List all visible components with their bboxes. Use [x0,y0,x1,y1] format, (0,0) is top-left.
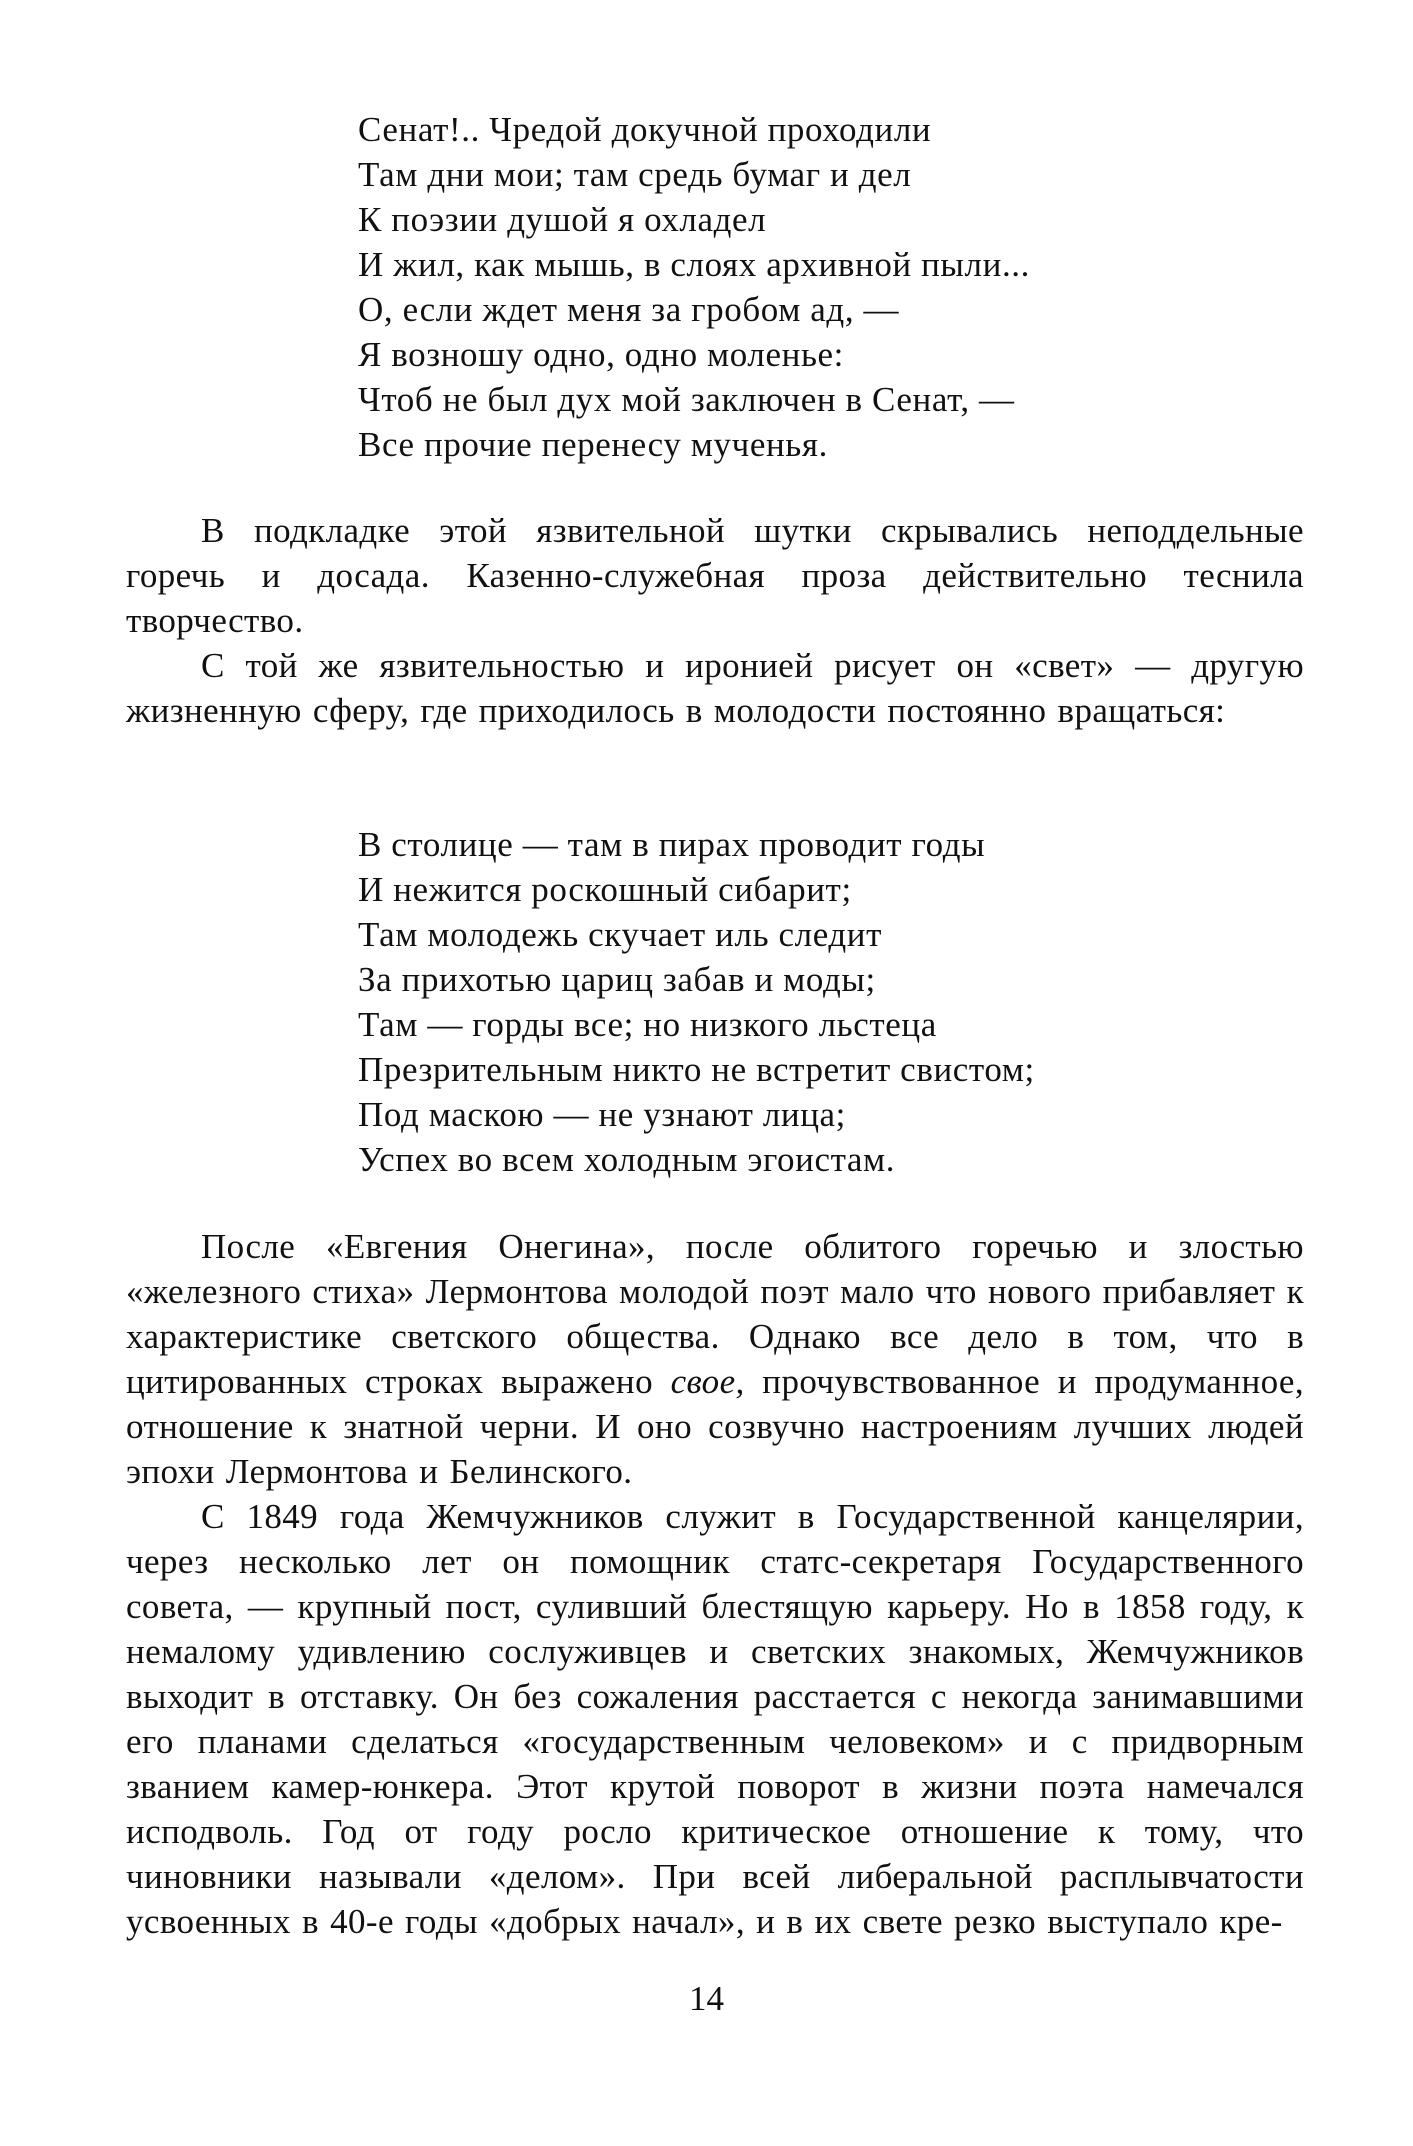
paragraph-text: После «Евгения Онегина», после облитого горечью и злостью «железного стиха» Лермонтова молодой поэт мало что нового прибавляет к характеристике светского общества. Однако все дело в том, что в цитированных строках выражено [126,1227,1304,1401]
emphasized-word: свое, [670,1362,745,1401]
verse-line: Там дни мои; там средь бумаг и дел [358,155,912,194]
verse-line: Чтоб не был дух мой заключен в Сенат, — [358,380,1015,419]
verse-line: Сенат!.. Чредой докучной проходили [358,110,932,149]
verse-line: Под маскою — не узнают лица; [358,1095,847,1134]
verse-line: За прихотью цариц забав и моды; [358,960,876,999]
paragraph: С той же язвительностью и иронией рисует он «свет» — другую жизненную сферу, где приходилось в молодости постоянно вращаться: [126,646,1304,730]
verse-line: К поэзии душой я охладел [358,200,767,239]
verse-line: И жил, как мышь, в слоях архивной пыли... [358,245,1030,284]
verse-line: В столице — там в пирах проводит годы [358,825,986,864]
verse-line: Все прочие перенесу мученья. [358,425,828,464]
poem-excerpt-senate [358,107,1030,467]
verse-line: Успех во всем холодным эгоистам. [358,1140,896,1179]
verse-line: Презрительным никто не встретит свистом; [358,1050,1035,1089]
verse-line: И нежится роскошный сибарит; [358,870,852,909]
poem-excerpt-capital [358,822,1035,1182]
paragraph-text: прочувствованное и продуманное, отношение к знатной черни. И оно созвучно настроениям лучших людей эпохи Лермонтова и Белинского. [126,1362,1304,1491]
verse-line: Там — горды все; но низкого льстеца [358,1005,937,1044]
verse-line: О, если ждет меня за гробом ад, — [358,290,900,329]
paragraph [126,1224,1304,1494]
verse-line: Там молодежь скучает иль следит [358,915,882,954]
verse-line: Я возношу одно, одно моленье: [358,335,844,374]
paragraph: С 1849 года Жемчужников служит в Государственной канцелярии, через несколько лет он помощник статс-секретаря Государственного совета, — крупный пост, суливший блестящую карьеру. Но в 1858 году, к немалому удивлению сослуживцев и светских знакомых, Жемчужников выходит в отставку. Он без сожаления расстается с некогда занимавшими его планами сделаться «государственным человеком» и с придворным званием камер-юнкера. Этот крутой поворот в жизни поэта намечался исподволь. Год от году росло критическое отношение к тому, что чиновники называли «делом». При всей либеральной расплывчатости усвоенных в 40-е годы «добрых начал», и в их свете резко выступало кре- [126,1497,1304,1941]
paragraph: В подкладке этой язвительной шутки скрывались неподдельные горечь и досада. Казенно-служебная проза действительно теснила творчество. [126,511,1304,640]
page-number: 14 [689,1979,724,2018]
